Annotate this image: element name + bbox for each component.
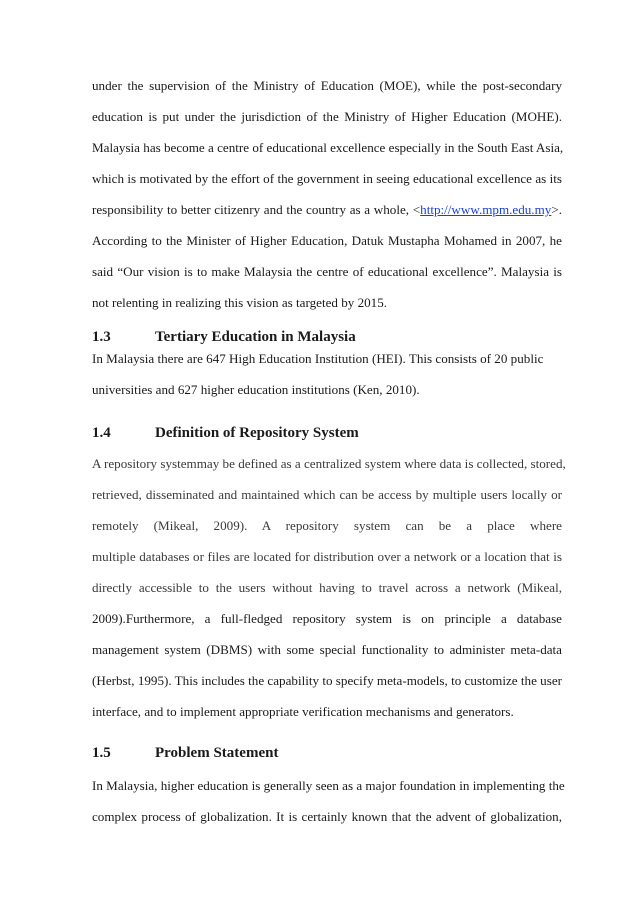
body-line: In Malaysia, higher education is generally seen as a major foundation in implementing the [92, 778, 565, 793]
section-number: 1.5 [92, 745, 111, 761]
body-line: complex process of globalization. It is certainly known that the advent of globalization, [92, 809, 562, 824]
body-line: (Herbst, 1995). This includes the capability to specify meta-models, to customize the user [92, 673, 562, 688]
section-title: Tertiary Education in Malaysia [155, 329, 356, 345]
body-line: A repository systemmay be defined as a centralized system where data is collected, stored, [92, 456, 566, 471]
body-line: not relenting in realizing this vision as targeted by 2015. [92, 295, 388, 310]
body-line: remotely (Mikeal, 2009). A repository system can be a place where [92, 518, 562, 533]
body-line: education is put under the jurisdiction of the Ministry of Higher Education (MOHE). [92, 109, 562, 124]
body-line: According to the Minister of Higher Education, Datuk Mustapha Mohamed in 2007, he [92, 233, 562, 248]
section-title: Definition of Repository System [155, 425, 359, 441]
body-line: interface, and to implement appropriate verification mechanisms and generators. [92, 704, 514, 719]
section-number: 1.3 [92, 329, 111, 345]
body-line: Malaysia has become a centre of educational excellence especially in the South East Asia, [92, 140, 564, 155]
body-line: 2009).Furthermore, a full-fledged repository system is on principle a database [92, 611, 562, 626]
body-line: universities and 627 higher education institutions (Ken, 2010). [92, 382, 420, 397]
section-heading-1-3 [92, 328, 356, 346]
body-line: directly accessible to the users without having to travel across a network (Mikeal, [92, 580, 562, 595]
section-number: 1.4 [92, 425, 111, 441]
body-line: retrieved, disseminated and maintained which can be access by multiple users locally or [92, 487, 562, 502]
body-line: multiple databases or files are located for distribution over a network or a location that is [92, 549, 562, 564]
section-heading-1-4 [92, 424, 359, 442]
body-line: said “Our vision is to make Malaysia the centre of educational excellence”. Malaysia is [92, 264, 562, 279]
body-line: In Malaysia there are 647 High Education Institution (HEI). This consists of 20 public [92, 351, 544, 366]
mpm-website-link[interactable]: http://www.mpm.edu.my [420, 202, 552, 217]
body-line: which is motivated by the effort of the government in seeing educational excellence as its [92, 171, 562, 186]
body-text: >. [551, 202, 562, 217]
body-line: under the supervision of the Ministry of Education (MOE), while the post-secondary [92, 78, 562, 93]
body-text: responsibility to better citizenry and the country as a whole, < [92, 202, 421, 217]
body-line: management system (DBMS) with some special functionality to administer meta-data [92, 642, 562, 657]
section-heading-1-5 [92, 744, 278, 762]
body-line-with-link [92, 202, 562, 218]
section-title: Problem Statement [155, 745, 279, 761]
